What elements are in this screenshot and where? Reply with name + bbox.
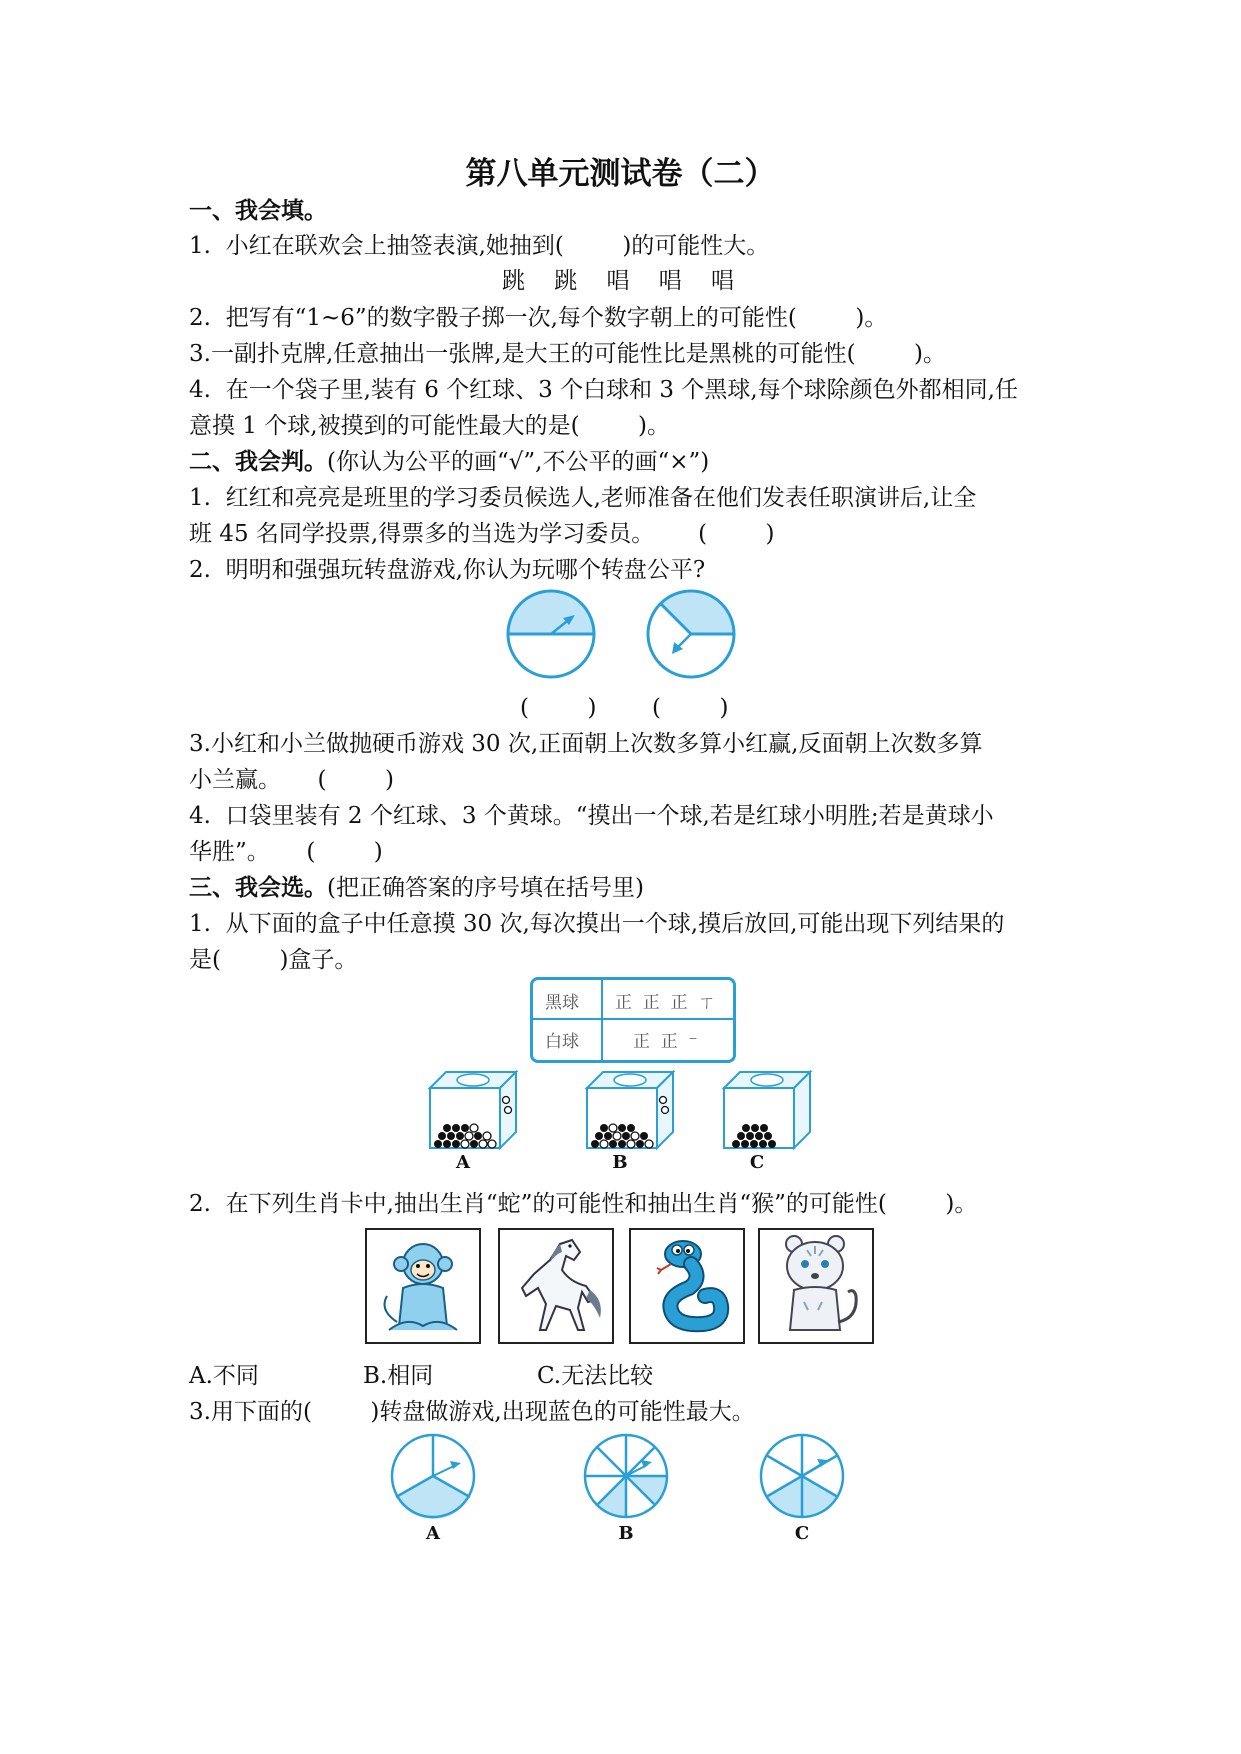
s3-q1-line2: 是( )盒子。 — [189, 947, 358, 973]
s2-q2: 2. 明明和强强玩转盘游戏,你认为玩哪个转盘公平? — [189, 557, 706, 583]
ball-box-c — [722, 1070, 812, 1150]
spinner-b — [583, 1433, 669, 1519]
zodiac-card-tiger — [758, 1228, 874, 1344]
section3-heading — [189, 871, 644, 905]
spinner-label-c: C — [794, 1523, 810, 1544]
box-label-a: A — [456, 1152, 470, 1173]
s3-q2-option-b: B.相同 — [363, 1363, 434, 1389]
s3-q3: 3.用下面的( )转盘做游戏,出现蓝色的可能性最大。 — [189, 1399, 755, 1425]
tally-white-marks: 正 正 ⁻ — [633, 1032, 698, 1052]
box-label-c: C — [749, 1152, 765, 1173]
section3-title: 三、我会选。 — [189, 875, 327, 901]
ball-box-a — [428, 1070, 518, 1150]
section2-title: 二、我会判。 — [189, 449, 327, 475]
page-title: 第八单元测试卷（二） — [465, 156, 776, 192]
s1-q4-line1: 4. 在一个袋子里,装有 6 个红球、3 个白球和 3 个黑球,每个球除颜色外都相同,任 — [189, 377, 1018, 403]
s3-q1-line1: 1. 从下面的盒子中任意摸 30 次,每次摸出一个球,摸后放回,可能出现下列结果的 — [189, 911, 1005, 937]
s1-q3: 3.一副扑克牌,任意抽出一张牌,是大王的可能性比是黑桃的可能性( )。 — [189, 341, 947, 367]
s3-q2-option-a: A.不同 — [189, 1363, 259, 1389]
section3-note: (把正确答案的序号填在括号里) — [327, 875, 644, 901]
horse-illustration — [500, 1230, 612, 1342]
zodiac-card-horse — [498, 1228, 614, 1344]
section2-heading — [189, 445, 709, 479]
s1-q4-line2: 意摸 1 个球,被摸到的可能性最大的是( )。 — [189, 413, 671, 439]
zodiac-card-monkey — [365, 1228, 481, 1344]
spinner-c — [759, 1433, 845, 1519]
tally-table — [530, 977, 736, 1063]
ball-box-b — [585, 1070, 675, 1150]
s3-q2-option-c: C.无法比较 — [537, 1363, 654, 1389]
s1-q1: 1. 小红在联欢会上抽签表演,她抽到( )的可能性大。 — [189, 233, 770, 259]
fair-spinner-b — [645, 588, 737, 680]
box-label-b: B — [612, 1152, 628, 1173]
tiger-illustration — [760, 1230, 872, 1342]
section1-heading: 一、我会填。 — [189, 198, 327, 224]
s1-q2: 2. 把写有“1~6”的数字骰子掷一次,每个数字朝上的可能性( )。 — [189, 305, 888, 331]
zodiac-card-snake — [629, 1228, 745, 1344]
spinner-label-b: B — [618, 1523, 634, 1544]
monkey-illustration — [367, 1230, 479, 1342]
s2-q4-line2: 华胜”。 ( ) — [189, 839, 383, 865]
section2-note: (你认为公平的画“√”,不公平的画“×”) — [327, 449, 710, 475]
s3-q2: 2. 在下列生肖卡中,抽出生肖“蛇”的可能性和抽出生肖“猴”的可能性( )。 — [189, 1191, 978, 1217]
spinner-a — [390, 1433, 476, 1519]
snake-illustration — [631, 1230, 743, 1342]
tally-white-label: 白球 — [545, 1032, 579, 1052]
tally-black-marks: 正 正 正 ㄒ — [615, 993, 716, 1013]
s2-q2-blank-a: ( ) — [520, 695, 597, 721]
s2-q2-blank-b: ( ) — [652, 695, 729, 721]
s2-q1-line1: 1. 红红和亮亮是班里的学习委员候选人,老师准备在他们发表任职演讲后,让全 — [189, 485, 977, 511]
fair-spinner-a — [505, 588, 597, 680]
s2-q1-line2: 班 45 名同学投票,得票多的当选为学习委员。 ( ) — [189, 521, 775, 547]
s1-q1-options: 跳 跳 唱 唱 唱 — [502, 268, 734, 294]
s2-q4-line1: 4. 口袋里装有 2 个红球、3 个黄球。“摸出一个球,若是红球小明胜;若是黄球小 — [189, 803, 994, 829]
s2-q3-line2: 小兰赢。 ( ) — [189, 767, 394, 793]
tally-black-label: 黑球 — [545, 993, 579, 1013]
s2-q3-line1: 3.小红和小兰做抛硬币游戏 30 次,正面朝上次数多算小红赢,反面朝上次数多算 — [189, 731, 983, 757]
spinner-label-a: A — [426, 1523, 440, 1544]
